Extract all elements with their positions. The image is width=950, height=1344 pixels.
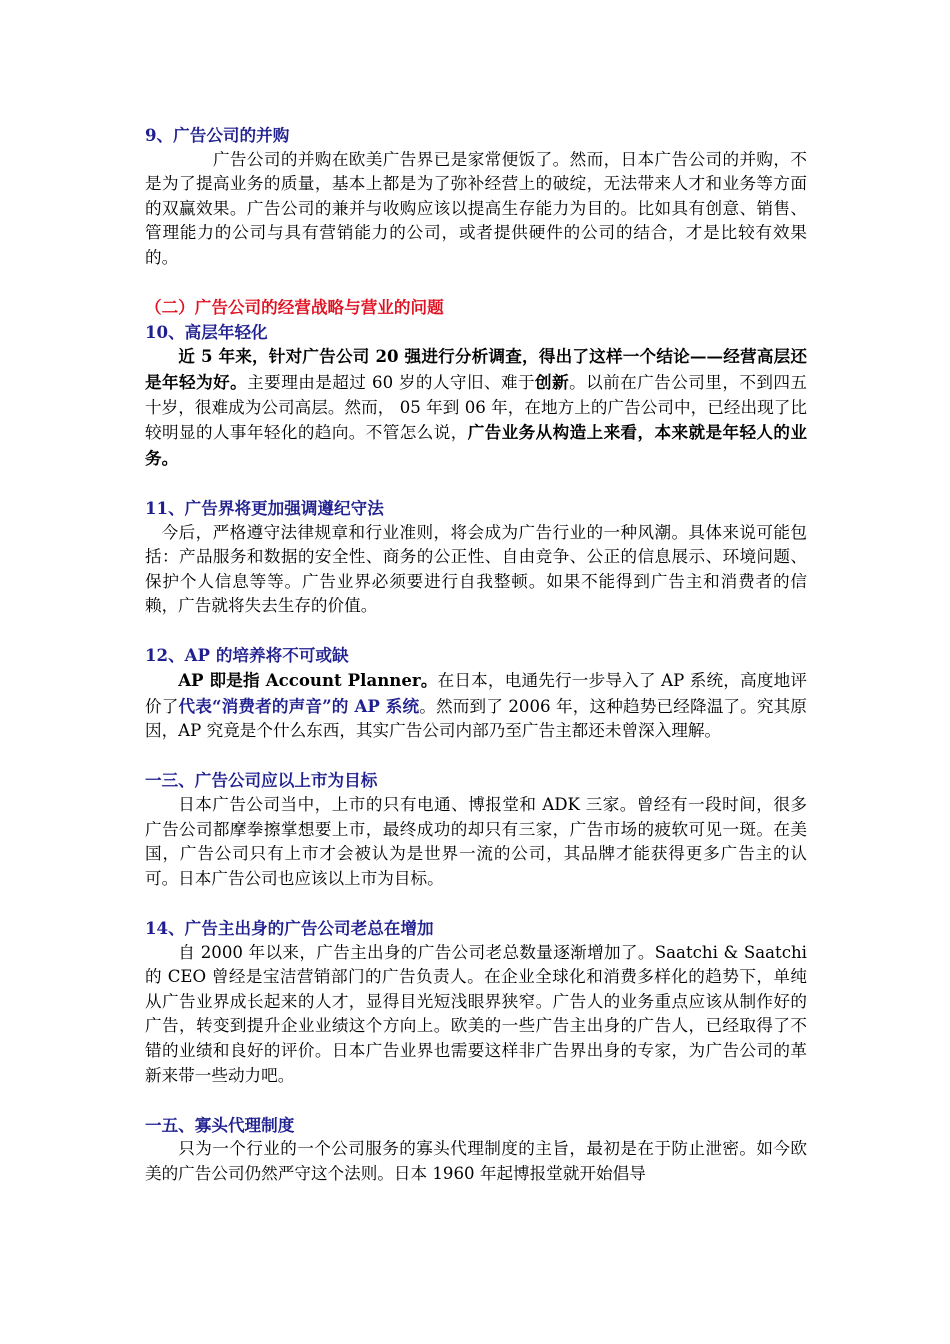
paragraph-12-blue-1: 代表“消费者的声音”的 AP 系统 xyxy=(178,695,420,716)
paragraph-12 xyxy=(145,668,807,744)
paragraph-11: 今后，严格遵守法律规章和行业准则，将会成为广告行业的一种风潮。具体来说可能包括：产品服务和数据的安全性、商务的公正性、自由竞争、公正的信息展示、环境问题、保护个人信息等等。广告业界必须要进行自我整顿。如果不能得到广告主和消费者的信赖，广告就将失去生存的价值。 xyxy=(145,522,807,616)
section-heading-2: （二）广告公司的经营战略与营业的问题 xyxy=(145,297,444,318)
paragraph-12-text-1: 在日本，电通先行一步导入了 AP 系统，高度地评价了 xyxy=(145,671,807,716)
spacer xyxy=(145,744,807,769)
paragraph-10-bold-1: 近 5 年来，针对广告公司 20 强进行分析调查，得出了这样一个结论——经营高层还是年轻为好。 xyxy=(145,346,807,392)
heading-15-exclusive-agency: 一五、寡头代理制度 xyxy=(145,1114,295,1135)
paragraph-13: 日本广告公司当中，上市的只有电通、博报堂和 ADK 三家。曾经有一段时间，很多广告公司都摩拳擦掌想要上市，最终成功的却只有三家，广告市场的疲软可见一斑。在美国，广告公司只有上市才会被认为是世界一流的公司，其品牌才能获得更多广告主的认可。日本广告公司也应该以上市为目标。 xyxy=(145,795,807,888)
paragraph-14: 自 2000 年以来，广告主出身的广告公司老总数量逐渐增加了。Saatchi & Saatchi 的 CEO 曾经是宝洁营销部门的广告负责人。在企业全球化和消费多样化的趋势下，单纯从广告业界成长起来的人才，显得目光短浅眼界狭窄。广告人的业务重点应该从制作好的广告，转变到提升企业业绩这个方向上。欧美的一些广告主出身的广告人，已经取得了不错的业绩和良好的评价。日本广告业界也需要这样非广告界出身的专家，为广告公司的革新来带一些动力吧。 xyxy=(145,942,807,1085)
paragraph-12-bold-1: AP 即是指 Account Planner。 xyxy=(178,670,438,691)
heading-9-ad-agency-mergers: 9、广告公司的并购 xyxy=(145,125,290,145)
spacer xyxy=(145,891,807,916)
document-page xyxy=(145,123,807,1187)
heading-10-younger-leadership: 10、高层年轻化 xyxy=(145,321,268,342)
spacer xyxy=(145,1088,807,1113)
paragraph-10 xyxy=(145,344,807,471)
paragraph-9 xyxy=(145,148,807,271)
paragraph-15: 只为一个行业的一个公司服务的寡头代理制度的主旨，最初是在于防止泄密。如今欧美的广告公司仍然严守这个法则。日本 1960 年起博报堂就开始倡导 xyxy=(145,1139,807,1183)
paragraph-10-bold-3: 广告业务从构造上来看，本来就是年轻人的业务。 xyxy=(145,422,807,468)
paragraph-10-text-2: 。以前在广告公司里，不到四五十岁，很难成为公司高层。然而， 05 年到 06 年，在地方上的广告公司中，已经出现了比较明显的人事年轻化的趋向。不管怎么说， xyxy=(145,372,808,443)
heading-13-listing-goal: 一三、广告公司应以上市为目标 xyxy=(145,770,378,791)
paragraph-10-bold-2: 创新 xyxy=(535,371,570,392)
spacer xyxy=(145,619,807,644)
heading-11-compliance: 11、广告界将更加强调遵纪守法 xyxy=(145,497,384,518)
paragraph-10-text-1: 主要理由是超过 60 岁的人守旧、难于 xyxy=(247,372,536,392)
paragraph-9-text: 广告公司的并购在欧美广告界已是家常便饭了。然而，日本广告公司的并购，不是为了提高业务的质量，基本上都是为了弥补经营上的破绽，无法带来人才和业务等方面的双赢效果。广告公司的兼并与收购应该以提高生存能力为目的。比如具有创意、销售、管理能力的公司与具有营销能力的公司，或者提供硬件的公司的结合，才是比较有效果的。 xyxy=(145,149,807,267)
paragraph-12-text-2: 。然而到了 2006 年，这种趋势已经降温了。究其原因，AP 究竟是个什么东西，其实广告公司内部乃至广告主都还未曾深入理解。 xyxy=(145,696,807,741)
paragraph-9-indent xyxy=(145,150,213,169)
spacer xyxy=(145,271,807,296)
heading-14-advertiser-executives: 14、广告主出身的广告公司老总在增加 xyxy=(145,918,434,938)
spacer xyxy=(145,471,807,496)
heading-12-account-planner: 12、AP 的培养将不可或缺 xyxy=(145,645,349,666)
